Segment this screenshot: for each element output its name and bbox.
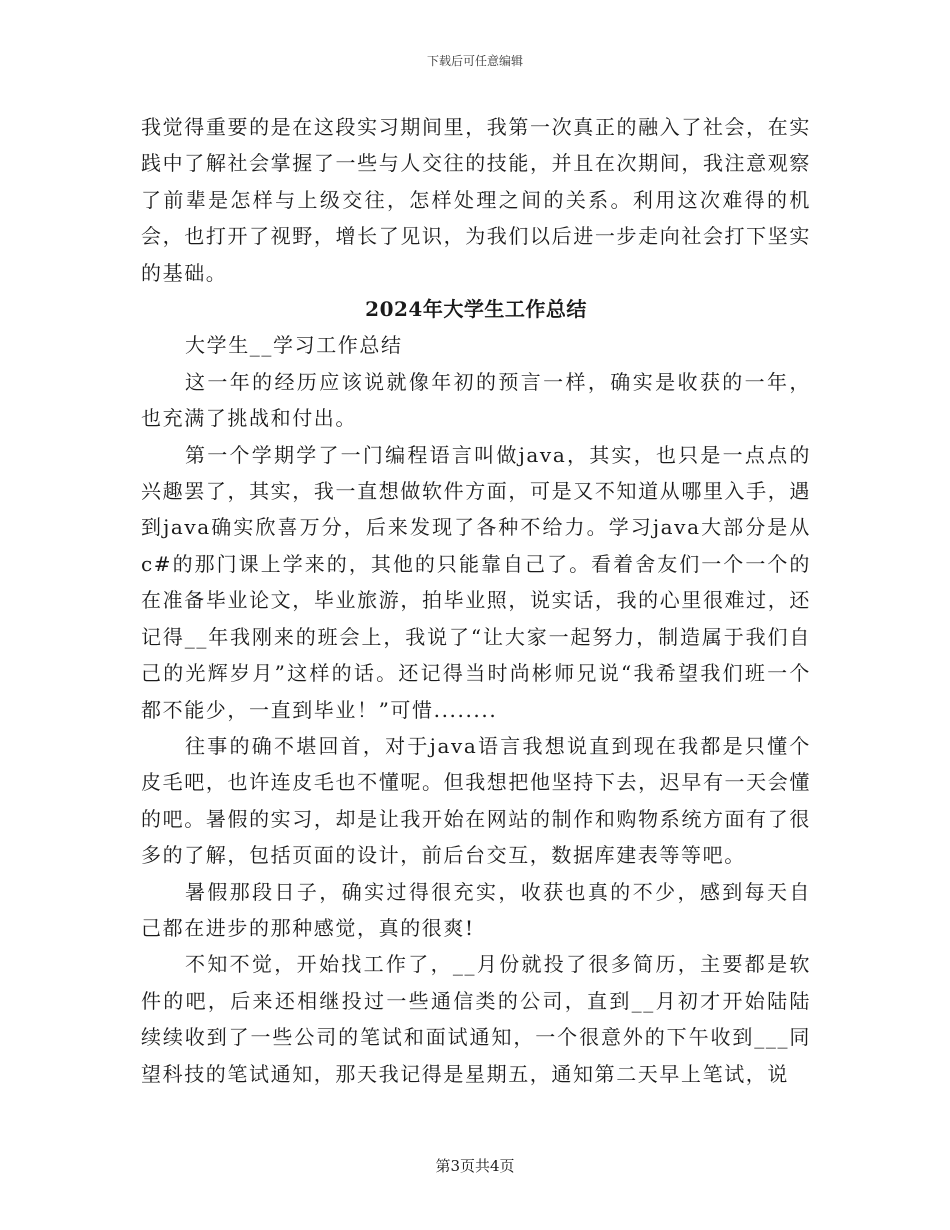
page-number: 第3页共4页 <box>435 1157 515 1175</box>
intro-paragraph: 我觉得重要的是在这段实习期间里，我第一次真正的融入了社会，在实践中了解社会掌握了一些与人交往的技能，并且在次期间，我注意观察了前辈是怎样与上级交往，怎样处理之间的关系。利用这次难得的机会，也打开了视野，增长了见识，为我们以后进一步走向社会打下坚实的基础。 <box>141 115 811 285</box>
body-paragraph: 往事的确不堪回首，对于java语言我想说直到现在我都是只懂个皮毛吧，也许连皮毛也不懂呢。但我想把他坚持下去，迟早有一天会懂的吧。暑假的实习，却是让我开始在网站的制作和购物系统方面有了很多的了解，包括页面的设计，前后台交互，数据库建表等等吧。 <box>141 733 811 868</box>
subtitle-paragraph: 大学生__学习工作总结 <box>185 333 403 358</box>
body-paragraph: 暑假那段日子，确实过得很充实，收获也真的不少，感到每天自己都在进步的那种感觉，真的很爽! <box>141 879 811 940</box>
document-title: 2024年大学生工作总结 <box>365 297 587 322</box>
page-header-note: 下载后可任意编辑 <box>426 54 523 68</box>
document-body <box>141 109 811 1092</box>
body-paragraph: 第一个学期学了一门编程语言叫做java，其实，也只是一点点的兴趣罢了，其实，我一直想做软件方面，可是又不知道从哪里入手，遇到java确实欣喜万分，后来发现了各种不给力。学习java大部分是从c#的那门课上学来的，其他的只能靠自己了。看着舍友们一个一个的在准备毕业论文，毕业旅游，拍毕业照，说实话，我的心里很难过，还记得__年我刚来的班会上，我说了“让大家一起努力，制造属于我们自己的光辉岁月”这样的话。还记得当时尚彬师兄说“我希望我们班一个都不能少，一直到毕业！”可惜........ <box>141 442 811 722</box>
body-paragraph: 不知不觉，开始找工作了，__月份就投了很多简历，主要都是软件的吧，后来还相继投过一些通信类的公司，直到__月初才开始陆陆续续收到了一些公司的笔试和面试通知，一个很意外的下午收到___同望科技的笔试通知，那天我记得是星期五，通知第二天早上笔试，说 <box>141 952 811 1086</box>
body-paragraph: 这一年的经历应该说就像年初的预言一样，确实是收获的一年，也充满了挑战和付出。 <box>141 369 811 431</box>
